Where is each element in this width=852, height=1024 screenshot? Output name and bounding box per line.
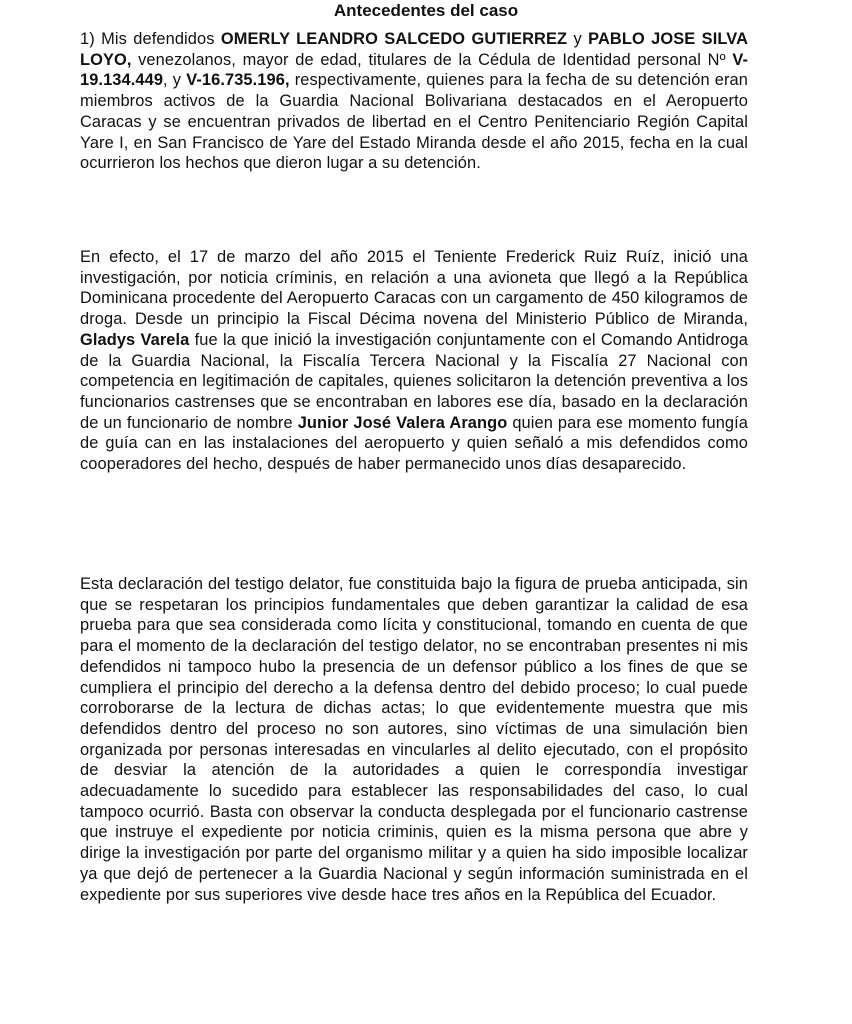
- text-run: 1) Mis defendidos: [80, 30, 221, 48]
- text-run: , y: [163, 71, 187, 90]
- document-title: Antecedentes del caso: [333, 1, 519, 20]
- witness-name: Junior José Valera Arango: [297, 413, 508, 432]
- paragraph-testimony: [80, 574, 748, 905]
- text-run: Esta declaración del testigo delator, fue constituida bajo la figura de prueba anticipada, sin que se respetaran los principios fundamentales que deben garantizar la calidad de esa prueba para que sea considerada como lícita y constitucional, tomando en cuenta de que para el momento de la declaración del testigo delator, no se encontraban presentes ni mis defendidos ni tampoco hubo la presencia de un defensor público a los fines de que se cumpliera el principio del derecho a la defensa dentro del debido proceso; lo cual puede corroborarse de la lectura de dichas actas; lo que evidentemente muestra que mis defendidos dentro del proceso no son autores, sino víctimas de una simulación bien organizada por personas interesadas en vincularles al delito ejecutado, con el propósito de desviar la atención de la autoridades a quien le correspondía investigar adecuadamente lo sucedido para establecer las responsabilidades del caso, lo cual tampoco ocurrió. Basta con observar la conducta desplegada por el funcionario castrense que instruye el expediente por noticia criminis, quien es la misma persona que abre y dirige la investigación por parte del organismo militar y a quien ha sido imposible localizar ya que dejó de pertenecer a la Guardia Nacional y según información suministrada en el expediente por sus superiores vive desde hace tres años en la República del Ecuador.: [80, 575, 748, 904]
- text-run: En efecto, el 17 de marzo del año 2015 el Teniente Frederick Ruiz Ruíz, inició una investigación, por noticia críminis, en relación a una avioneta que llegó a la República Dominicana procedente del Aeropuerto Caracas con un cargamento de 450 kilogramos de droga. Desde un principio la Fiscal Décima novena del Ministerio Público de Miranda,: [80, 248, 748, 329]
- id-number-2: V-16.735.196,: [186, 71, 290, 90]
- text-run: respectivamente, quienes para la fecha de su detención eran miembros activos de la Guardia Nacional Bolivariana destacados en el Aeropuerto Caracas y se encuentran privados de libertad en el Centro Penitenciario Región Capital Yare I, en San Francisco de Yare del Estado Miranda desde el año 2015, fecha en la cual ocurrieron los hechos que dieron lugar a su detención.: [80, 71, 748, 173]
- prosecutor-name: Gladys Varela: [80, 330, 190, 349]
- text-run: y: [567, 30, 589, 48]
- paragraph-defendants: [80, 29, 748, 174]
- paragraph-investigation: [80, 247, 748, 475]
- text-run: venezolanos, mayor de edad, titulares de la Cédula de Identidad personal Nº: [131, 50, 733, 69]
- defendant-name-1: OMERLY LEANDRO SALCEDO GUTIERREZ: [220, 30, 568, 48]
- text-run: quien para ese momento fungía de guía can en las instalaciones del aeropuerto y quien señaló a mis defendidos como cooperadores del hecho, después de haber permanecido unos días desaparecido.: [80, 413, 749, 474]
- text-run: fue la que inició la investigación conjuntamente con el Comando Antidroga de la Guardia Nacional, la Fiscalía Tercera Nacional y la Fiscalía 27 Nacional con competencia en legitimación de capitales, quienes solicitaron la detención preventiva a los funcionarios castrenses que se encontraban en labores ese día, basado en la declaración de un funcionario de nombre: [80, 330, 748, 432]
- defendant-name-2: PABLO JOSE SILVA LOYO,: [80, 30, 749, 69]
- id-number-1: V-19.134.449: [80, 50, 748, 90]
